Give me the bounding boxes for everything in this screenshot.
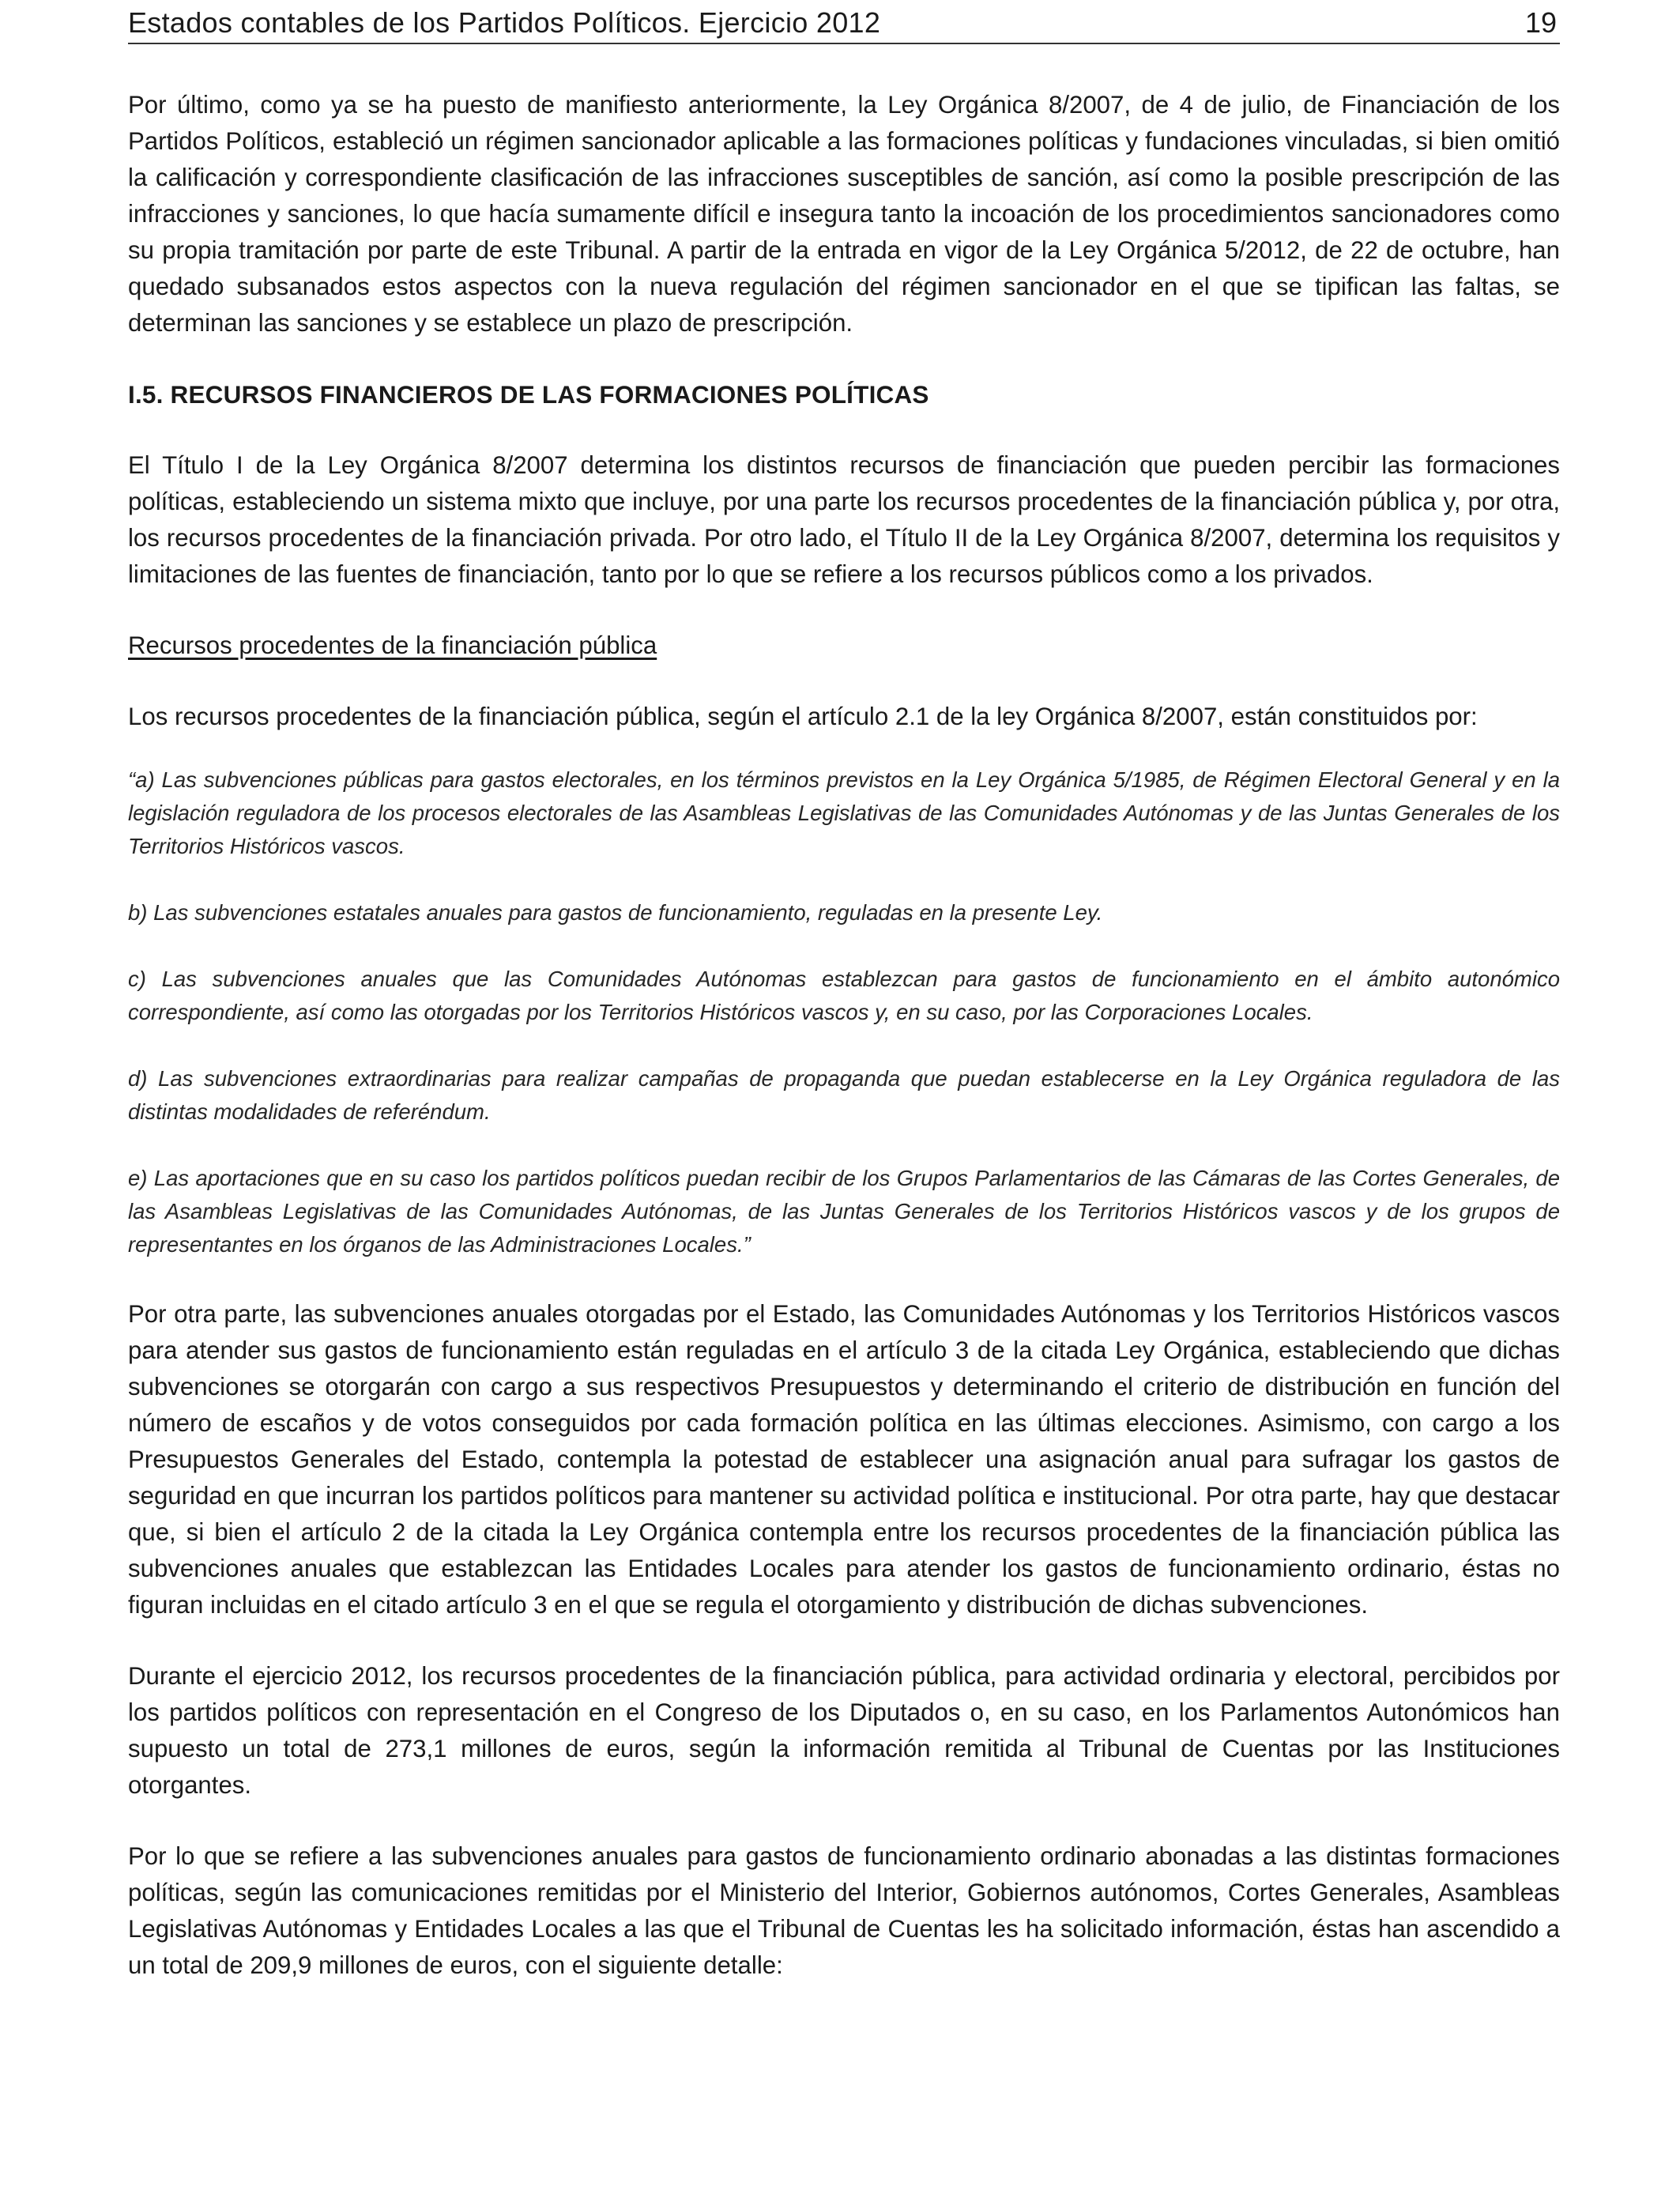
paragraph-ordinary-funding: Por lo que se refiere a las subvenciones anuales para gastos de funcionamiento ordinario abonadas a las distintas formaciones políticas, según las comunicaciones remitidas por el Ministerio del Interior, Gobiernos autónomos, Cortes Generales, Asambleas Legislativas Autónomas y Entidades Locales a las que el Tribunal de Cuentas les ha solicitado información, éstas han ascendido a un total de 209,9 millones de euros, con el siguiente detalle: (128, 1842, 1560, 1979)
subheading-public-financing: Recursos procedentes de la financiación pública (128, 631, 657, 659)
section-heading: I.5. RECURSOS FINANCIEROS DE LAS FORMACIONES POLÍTICAS (128, 380, 929, 409)
paragraph-sanctions: Por último, como ya se ha puesto de manifiesto anteriormente, la Ley Orgánica 8/2007, de 4 de julio, de Financiación de los Partidos Políticos, estableció un régimen sancionador aplicable a las formaciones políticas y fundaciones vinculadas, si bien omitió la calificación y correspondiente clasificación de las infracciones susceptibles de sanción, así como la posible prescripción de las infracciones y sanciones, lo que hacía sumamente difícil e insegura tanto la incoación de los procedimientos sancionadores como su propia tramitación por parte de este Tribunal. A partir de la entrada en vigor de la Ley Orgánica 5/2012, de 22 de octubre, han quedado subsanados estos aspectos con la nueva regulación del régimen sancionador en el que se tipifican las faltas, se determinan las sanciones y se establece un plazo de prescripción. (128, 91, 1560, 337)
paragraph-titulo-i: El Título I de la Ley Orgánica 8/2007 determina los distintos recursos de financiación que pueden percibir las formaciones políticas, estableciendo un sistema mixto que incluye, por una parte los recursos procedentes de la financiación pública y, por otra, los recursos procedentes de la financiación privada. Por otro lado, el Título II de la Ley Orgánica 8/2007, determina los requisitos y limitaciones de las fuentes de financiación, tanto por lo que se refiere a los recursos públicos como a los privados. (128, 451, 1560, 588)
quote-item-b: b) Las subvenciones estatales anuales para gastos de funcionamiento, reguladas en la presente Ley. (128, 900, 1103, 925)
header-title: Estados contables de los Partidos Políticos. Ejercicio 2012 (128, 6, 881, 39)
page-content (128, 87, 1560, 1984)
quote-item-c: c) Las subvenciones anuales que las Comunidades Autónomas establezcan para gastos de funcionamiento en el ámbito autonómico correspondiente, así como las otorgadas por los Territorios Históricos vascos y, en su caso, por las Corporaciones Locales. (128, 967, 1560, 1024)
page-number: 19 (1524, 6, 1557, 39)
quote-item-e: e) Las aportaciones que en su caso los partidos políticos puedan recibir de los Grupos Parlamentarios de las Cámaras de las Cortes Generales, de las Asambleas Legislativas de las Comunidades Autónomas, de las Juntas Generales de los Territorios Históricos vascos y de los grupos de representantes en los órganos de las Administraciones Locales.” (128, 1166, 1560, 1257)
paragraph-2012-resources: Durante el ejercicio 2012, los recursos procedentes de la financiación pública, para actividad ordinaria y electoral, percibidos por los partidos políticos con representación en el Congreso de los Diputados o, en su caso, en los Parlamentos Autonómicos han supuesto un total de 273,1 millones de euros, según la información remitida al Tribunal de Cuentas por las Instituciones otorgantes. (128, 1662, 1560, 1799)
page-header (128, 3, 1560, 44)
quote-item-d: d) Las subvenciones extraordinarias para realizar campañas de propaganda que puedan establecerse en la Ley Orgánica reguladora de las distintas modalidades de referéndum. (128, 1066, 1560, 1124)
paragraph-article-2-1: Los recursos procedentes de la financiación pública, según el artículo 2.1 de la ley Orgánica 8/2007, están constituidos por: (128, 703, 1478, 730)
quote-item-a: “a) Las subvenciones públicas para gastos electorales, en los términos previstos en la Ley Orgánica 5/1985, de Régimen Electoral General y en la legislación reguladora de los procesos electorales de las Asambleas Legislativas de las Comunidades Autónomas y de las Juntas Generales de los Territorios Históricos vascos. (128, 767, 1560, 858)
paragraph-annual-subsidies: Por otra parte, las subvenciones anuales otorgadas por el Estado, las Comunidades Autónomas y los Territorios Históricos vascos para atender sus gastos de funcionamiento están reguladas en el artículo 3 de la citada Ley Orgánica, estableciendo que dichas subvenciones se otorgarán con cargo a sus respectivos Presupuestos y determinando el criterio de distribución en función del número de escaños y de votos conseguidos por cada formación política en las últimas elecciones. Asimismo, con cargo a los Presupuestos Generales del Estado, contempla la potestad de establecer una asignación anual para sufragar los gastos de seguridad en que incurran los partidos políticos para mantener su actividad política e institucional. Por otra parte, hay que destacar que, si bien el artículo 2 de la citada la Ley Orgánica contempla entre los recursos procedentes de la financiación pública las subvenciones anuales que establezcan las Entidades Locales para atender los gastos de funcionamiento ordinario, éstas no figuran incluidas en el citado artículo 3 en el que se regula el otorgamiento y distribución de dichas subvenciones. (128, 1300, 1560, 1619)
